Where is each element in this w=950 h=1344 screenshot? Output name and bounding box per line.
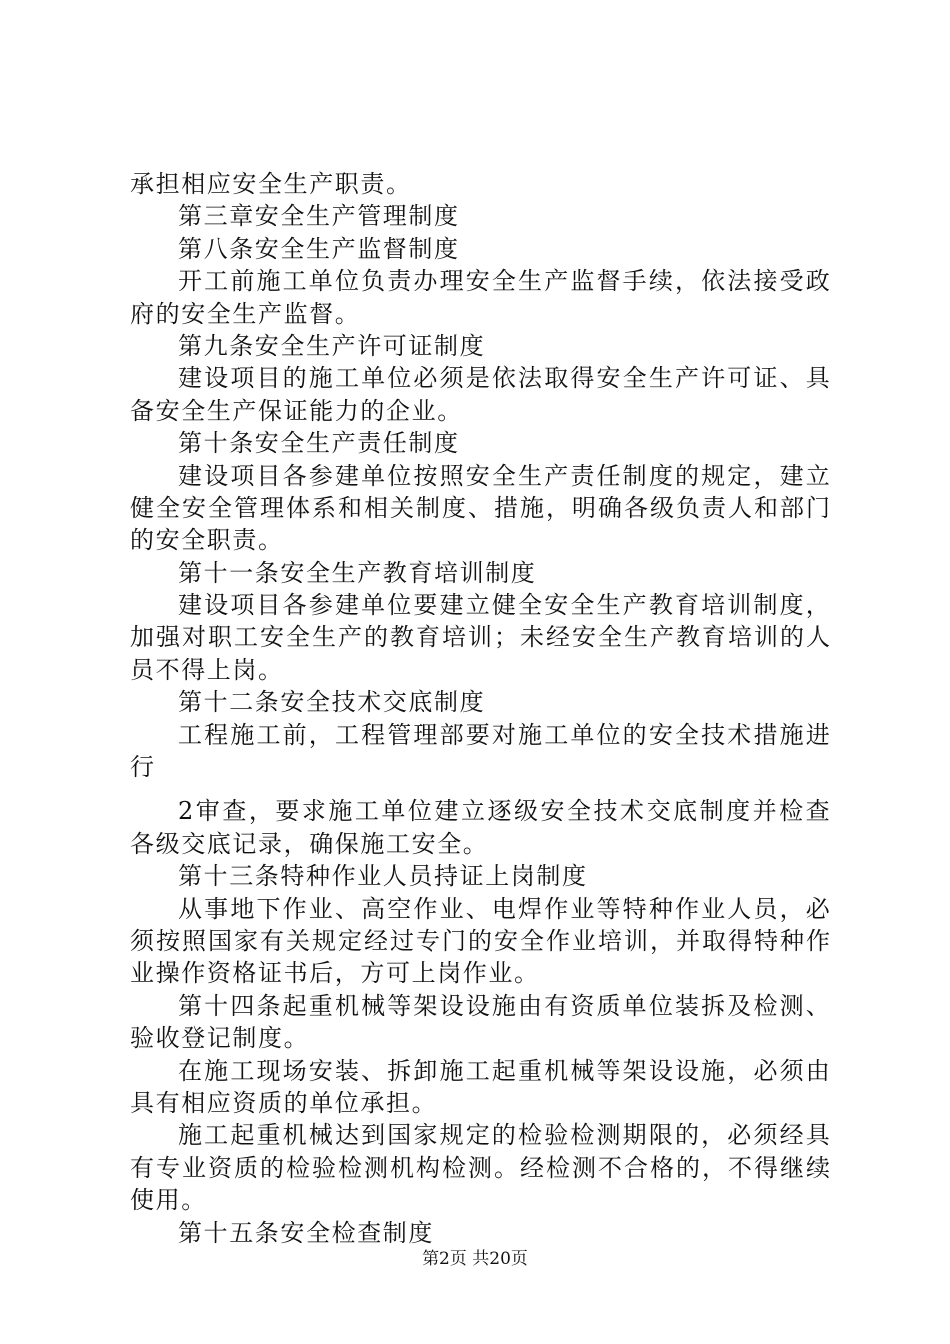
paragraph-line: 业操作资格证书后，方可上岗作业。 (130, 959, 540, 988)
paragraph-line: 在 施 工 现 场 安 装 、 拆 卸 施 工 起 重 机 械 等 架 设 设 施 ， 必 须 由 (178, 1056, 830, 1085)
paragraph-line: 建 设 项 目 各 参 建 单 位 按 照 安 全 生 产 责 任 制 度 的 规 定 ， 建 立 (178, 461, 830, 490)
paragraph-line: 验收登记制度。 (130, 1024, 310, 1053)
article-heading: 第九条安全生产许可证制度 (178, 331, 486, 360)
article-heading: 第八条安全生产监督制度 (178, 234, 460, 263)
article-heading: 第十二条安全技术交底制度 (178, 688, 486, 717)
article-heading: 第十三条特种作业人员持证上岗制度 (178, 862, 588, 891)
paragraph-line: 工 程 施 工 前 ， 工 程 管 理 部 要 对 施 工 单 位 的 安 全 技 术 措 施 进 (178, 720, 830, 749)
paragraph-line: 从 事 地 下 作 业 、 高 空 作 业 、 电 焊 作 业 等 特 种 作 业 人 员 ， 必 (178, 894, 830, 923)
paragraph-line: 施 工 起 重 机 械 达 到 国 家 规 定 的 检 验 检 测 期 限 的 ， 必 须 经 具 (178, 1121, 830, 1150)
paragraph-line: 健 全 安 全 管 理 体 系 和 相 关 制 度 、 措 施 ， 明 确 各 级 负 责 人 和 部 门 (130, 493, 830, 522)
page-footer: 第2页 共20页 (422, 1249, 528, 1269)
paragraph-line: 府的安全生产监督。 (130, 299, 361, 328)
paragraph-line: 备安全生产保证能力的企业。 (130, 396, 463, 425)
article-heading: 第十条安全生产责任制度 (178, 429, 460, 458)
paragraph-line: 须 按 照 国 家 有 关 规 定 经 过 专 门 的 安 全 作 业 培 训 ， 并 取 得 特 种 作 (130, 926, 830, 955)
paragraph-line: 建 设 项 目 的 施 工 单 位 必 须 是 依 法 取 得 安 全 生 产 许 可 证 、 具 (178, 364, 830, 393)
paragraph-line: 承担相应安全生产职责。 (130, 170, 412, 198)
paragraph-line: 员不得上岗。 (130, 655, 284, 684)
article-heading: 第 十 四 条 起 重 机 械 等 架 设 设 施 由 有 资 质 单 位 装 拆 及 检 测 、 (178, 991, 830, 1020)
paragraph-line: 有 专 业 资 质 的 检 验 检 测 机 构 检 测 。 经 检 测 不 合 格 的 ， 不 得 继 续 (130, 1153, 830, 1182)
paragraph-line: 的安全职责。 (130, 526, 284, 555)
paragraph-line: 开 工 前 施 工 单 位 负 责 办 理 安 全 生 产 监 督 手 续 ， 依 法 接 受 政 (178, 267, 830, 296)
paragraph-line: 行 (130, 753, 156, 782)
chapter-heading: 第三章安全生产管理制度 (178, 202, 460, 231)
paragraph-line: 具有相应资质的单位承担。 (130, 1088, 438, 1117)
paragraph-line: 使用。 (130, 1186, 207, 1215)
document-body (130, 168, 830, 1249)
paragraph-line: 2 审 查 ， 要 求 施 工 单 位 建 立 逐 级 安 全 技 术 交 底 制 度 并 检 查 (178, 797, 830, 826)
article-heading: 第十一条安全生产教育培训制度 (178, 558, 537, 587)
article-heading: 第十五条安全检查制度 (178, 1218, 434, 1247)
paragraph-line: 加 强 对 职 工 安 全 生 产 的 教 育 培 训 ； 未 经 安 全 生 产 教 育 培 训 的 人 (130, 623, 830, 652)
paragraph-line: 建 设 项 目 各 参 建 单 位 要 建 立 健 全 安 全 生 产 教 育 培 训 制 度 ， (178, 591, 830, 620)
paragraph-line: 各级交底记录，确保施工安全。 (130, 829, 489, 858)
